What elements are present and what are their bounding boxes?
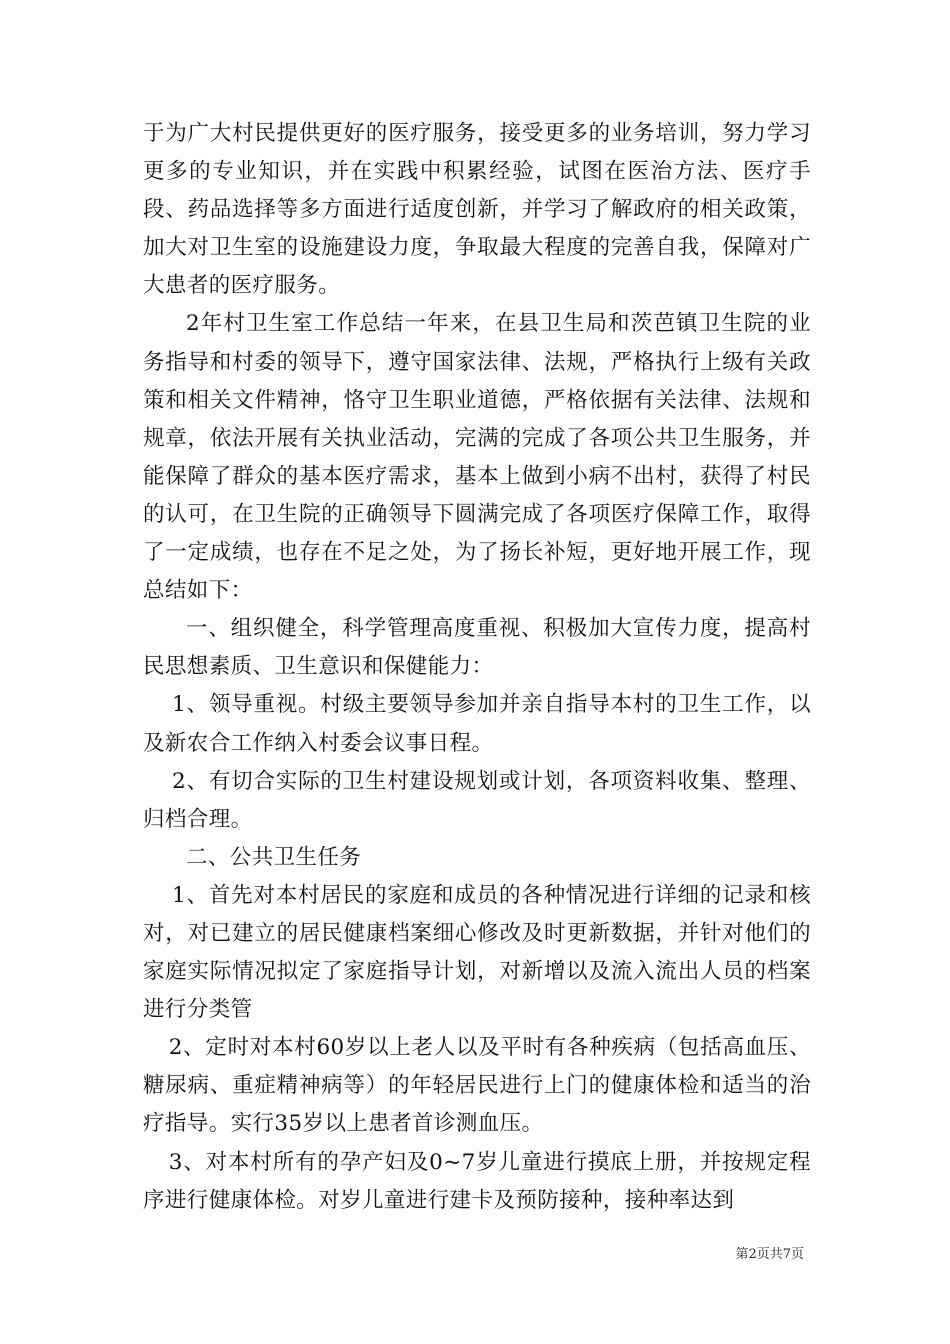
page-number: 第2页共7页 — [735, 1247, 804, 1262]
paragraph-summary-intro: 2年村卫生室工作总结一年来，在县卫生局和茨芭镇卫生院的业务指导和村委的领导下，遵守国家法律、法规，严格执行上级有关政策和相关文件精神，恪守卫生职业道德，严格依据有关法律、法规和规章，依法开展有关执业活动，完满的完成了各项公共卫生服务，并能保障了群众的基本医疗需求，基本上做到小病不出村，获得了村民的认可，在卫生院的正确领导下圆满完成了各项医疗保障工作，取得了一定成绩，也存在不足之处，为了扬长补短，更好地开展工作，现总结如下： — [143, 311, 811, 604]
document-body — [143, 115, 811, 1220]
list-item-maternal-child: 3、对本村所有的孕产妇及0~7岁儿童进行摸底上册，并按规定程序进行健康体检。对岁儿童进行建卡及预防接种，接种率达到 — [143, 1149, 811, 1213]
list-item-elderly-checkup: 2、定时对本村60岁以上老人以及平时有各种疾病（包括高血压、糖尿病、重症精神病等）的年轻居民进行上门的健康体检和适当的治疗指导。实行35岁以上患者首诊测血压。 — [143, 1035, 811, 1137]
section-heading-organization: 一、组织健全，科学管理高度重视、积极加大宣传力度，提高村民思想素质、卫生意识和保健能力： — [143, 616, 811, 680]
list-item-planning: 2、有切合实际的卫生村建设规划或计划，各项资料收集、整理、归档合理。 — [143, 768, 811, 832]
list-item-leadership: 1、领导重视。村级主要领导参加并亲自指导本村的卫生工作，以及新农合工作纳入村委会议事日程。 — [143, 692, 811, 756]
section-heading-public-health: 二、公共卫生任务 — [186, 844, 362, 870]
paragraph-continuation: 于为广大村民提供更好的医疗服务，接受更多的业务培训，努力学习更多的专业知识，并在实践中积累经验，试图在医治方法、医疗手段、药品选择等多方面进行适度创新，并学习了解政府的相关政策，加大对卫生室的设施建设力度，争取最大程度的完善自我，保障对广大患者的医疗服务。 — [143, 121, 811, 299]
list-item-health-records: 1、首先对本村居民的家庭和成员的各种情况进行详细的记录和核对，对已建立的居民健康档案细心修改及时更新数据，并针对他们的家庭实际情况拟定了家庭指导计划，对新增以及流入流出人员的档案进行分类管 — [143, 882, 811, 1023]
